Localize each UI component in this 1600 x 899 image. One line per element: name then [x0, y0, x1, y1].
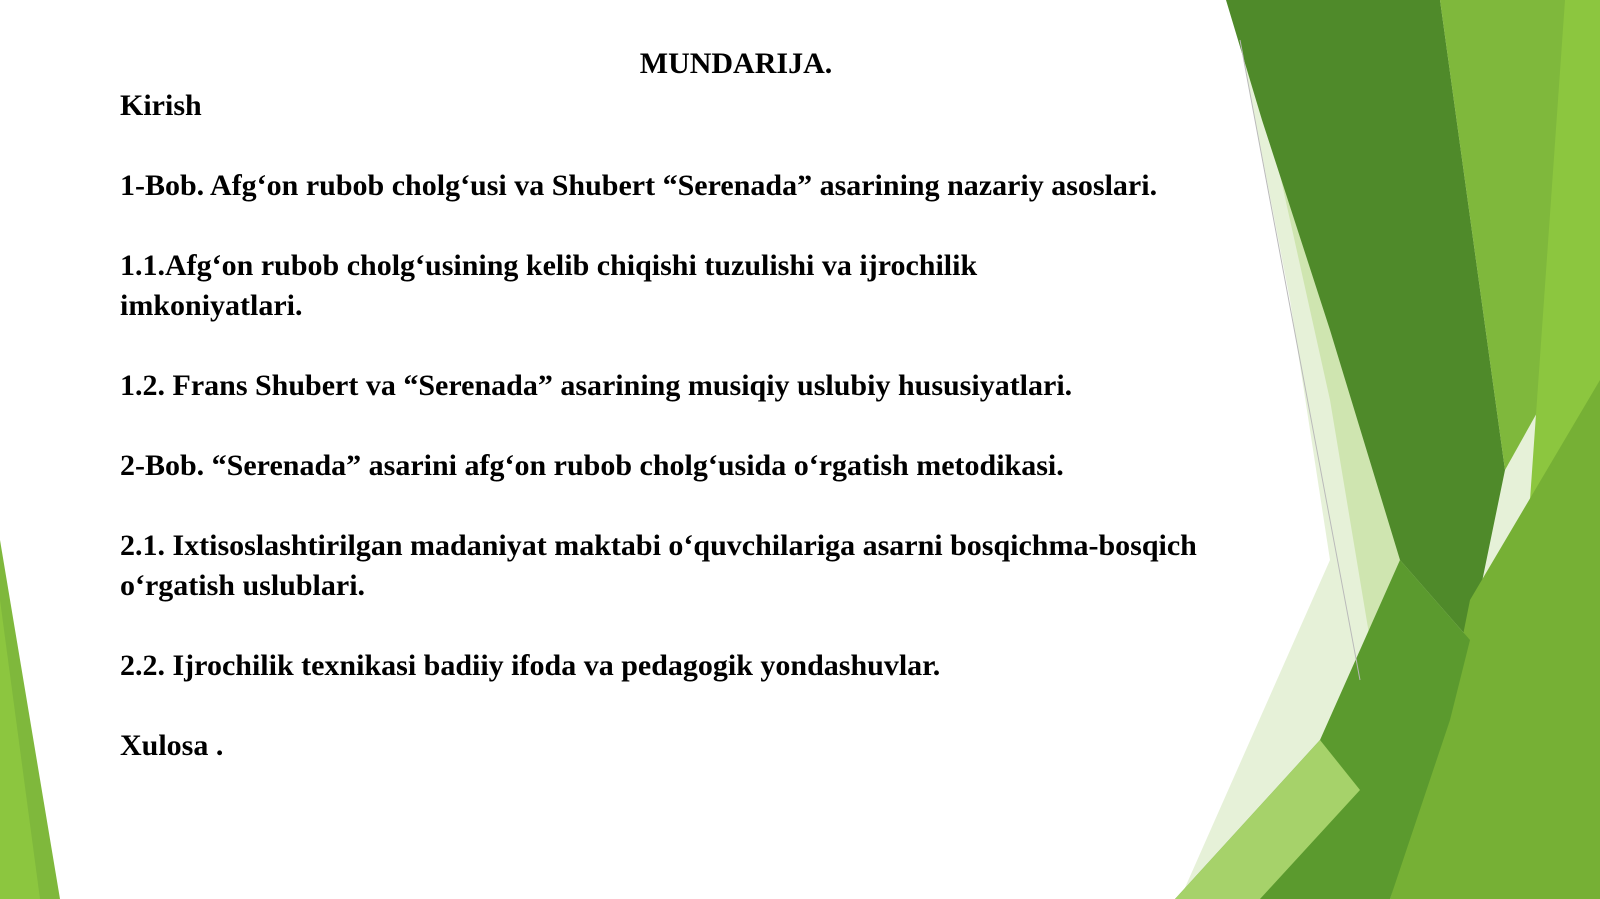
page-title: MUNDARIJA. [639, 47, 833, 80]
toc-line: Xulosa . [120, 729, 224, 762]
toc-item-chapter-2 [120, 446, 1350, 486]
toc-line: 2-Bob. “Serenada” asarini afg‘on rubob cholg‘usida o‘rgatish metodikasi. [120, 449, 1064, 482]
toc-line: imkoniyatlari. [120, 289, 303, 322]
toc-line: Kirish [120, 89, 202, 122]
toc-item-intro [120, 86, 1350, 126]
toc-item-section-2-1 [120, 526, 1350, 606]
toc-line: 1-Bob. Afg‘on rubob cholg‘usi va Shubert “Serenada” asarining nazariy asoslari. [120, 169, 1158, 202]
toc-line: o‘rgatish uslublari. [120, 569, 366, 602]
toc-line: 2.2. Ijrochilik texnikasi badiiy ifoda va pedagogik yondashuvlar. [120, 649, 941, 682]
toc-line: 1.1.Afg‘on rubob cholg‘usining kelib chiqishi tuzulishi va ijrochilik [120, 249, 978, 282]
table-of-contents [120, 86, 1350, 806]
toc-item-conclusion [120, 726, 1350, 766]
toc-line: 2.1. Ixtisoslashtirilgan madaniyat maktabi o‘quvchilariga asarni bosqichma-bosqich [120, 529, 1197, 562]
toc-item-section-1-2 [120, 366, 1350, 406]
toc-item-section-1-1 [120, 246, 1350, 326]
toc-line: 1.2. Frans Shubert va “Serenada” asarining musiqiy uslubiy hususiyatlari. [120, 369, 1073, 402]
toc-item-section-2-2 [120, 646, 1350, 686]
toc-item-chapter-1 [120, 166, 1350, 206]
